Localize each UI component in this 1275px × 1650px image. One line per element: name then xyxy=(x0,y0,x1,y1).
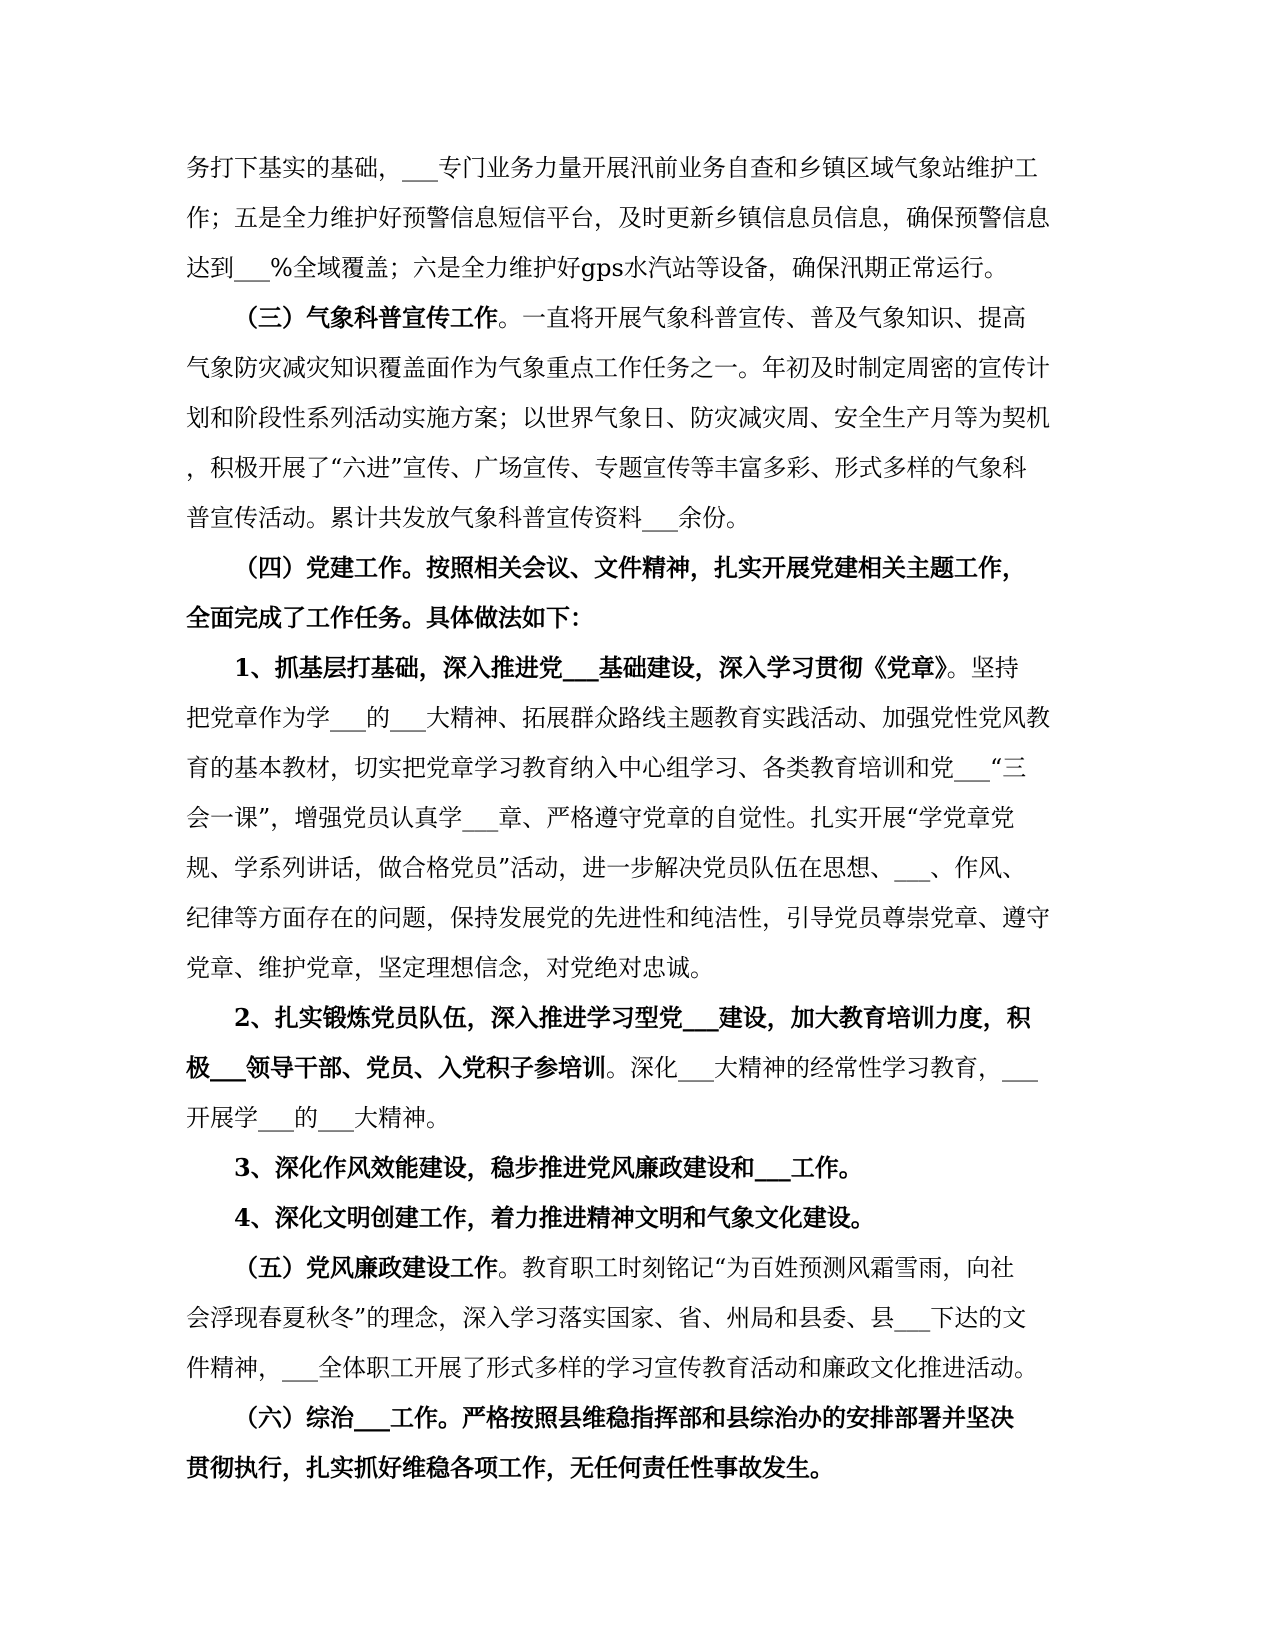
text-line xyxy=(186,243,1086,293)
item-1-heading-line xyxy=(186,643,1086,693)
document-body xyxy=(186,143,1086,1493)
line-text: 划和阶段性系列活动实施方案；以世界气象日、防灾减灾周、安全生产月等为契机 xyxy=(186,404,1050,432)
text-line xyxy=(186,443,1086,493)
text-line xyxy=(186,193,1086,243)
line-text: 把党章作为学___的___大精神、拓展群众路线主题教育实践活动、加强党性党风教 xyxy=(186,704,1050,732)
text-line xyxy=(186,943,1086,993)
item-heading: 3、深化作风效能建设，稳步推进党风廉政建设和___工作。 xyxy=(234,1153,863,1182)
bold-text: 贯彻执行，扎实抓好维稳各项工作，无任何责任性事故发生。 xyxy=(186,1453,834,1482)
text-line xyxy=(186,143,1086,193)
text-line xyxy=(186,743,1086,793)
text-line xyxy=(186,793,1086,843)
line-text: 务打下基实的基础，___专门业务力量开展汛前业务自查和乡镇区域气象站维护工 xyxy=(186,154,1038,182)
line-text: 规、学系列讲话，做合格党员”活动，进一步解决党员队伍在思想、___、作风、 xyxy=(186,854,1027,882)
section-5-heading-line xyxy=(186,1243,1086,1293)
item-3-heading-line xyxy=(186,1143,1086,1193)
text-line xyxy=(186,843,1086,893)
section-3-heading-line xyxy=(186,293,1086,343)
section-6-heading-line xyxy=(186,1393,1086,1443)
line-text: 纪律等方面存在的问题，保持发展党的先进性和纯洁性，引导党员尊崇党章、遵守 xyxy=(186,904,1050,932)
line-text: 。教育职工时刻铭记“为百姓预测风霜雪雨，向社 xyxy=(498,1254,1015,1282)
line-text: 。一直将开展气象科普宣传、普及气象知识、提高 xyxy=(498,304,1026,332)
line-text: 件精神，___全体职工开展了形式多样的学习宣传教育活动和廉政文化推进活动。 xyxy=(186,1354,1038,1382)
line-text: 育的基本教材，切实把党章学习教育纳入中心组学习、各类教育培训和党___“三 xyxy=(186,754,1027,782)
text-line xyxy=(186,1043,1086,1093)
line-text: 党章、维护党章，坚定理想信念，对党绝对忠诚。 xyxy=(186,954,714,982)
text-line xyxy=(186,1343,1086,1393)
text-line xyxy=(186,1093,1086,1143)
section-heading: （五）党风廉政建设工作 xyxy=(234,1253,498,1282)
item-heading: 2、扎实锻炼党员队伍，深入推进学习型党___建设，加大教育培训力度，积 xyxy=(234,1003,1031,1032)
bold-text: 极___领导干部、党员、入党积子参培训 xyxy=(186,1053,606,1082)
line-text: 作；五是全力维护好预警信息短信平台，及时更新乡镇信息员信息，确保预警信息 xyxy=(186,204,1050,232)
line-text: 气象防灾减灾知识覆盖面作为气象重点工作任务之一。年初及时制定周密的宣传计 xyxy=(186,354,1050,382)
section-heading: （三）气象科普宣传工作 xyxy=(234,303,498,332)
item-2-heading-line xyxy=(186,993,1086,1043)
text-line xyxy=(186,893,1086,943)
item-heading: 1、抓基层打基础，深入推进党___基础建设，深入学习贯彻《党章》 xyxy=(234,653,947,682)
text-line xyxy=(186,1293,1086,1343)
section-heading: （四）党建工作。按照相关会议、文件精神，扎实开展党建相关主题工作， xyxy=(234,553,1026,582)
line-text: 开展学___的___大精神。 xyxy=(186,1104,450,1132)
line-text: 。坚持 xyxy=(946,654,1019,682)
item-4-heading-line xyxy=(186,1193,1086,1243)
section-4-heading-line xyxy=(186,543,1086,593)
text-line xyxy=(186,593,1086,643)
line-text: 普宣传活动。累计共发放气象科普宣传资料___余份。 xyxy=(186,504,750,532)
text-line xyxy=(186,493,1086,543)
line-text: 会一课”，增强党员认真学___章、严格遵守党章的自觉性。扎实开展“学党章党 xyxy=(186,804,1015,832)
text-line xyxy=(186,1443,1086,1493)
line-text: 会浮现春夏秋冬”的理念，深入学习落实国家、省、州局和县委、县___下达的文 xyxy=(186,1304,1027,1332)
text-line xyxy=(186,693,1086,743)
line-text: 达到___%全域覆盖；六是全力维护好gps水汽站等设备，确保汛期正常运行。 xyxy=(186,254,1008,282)
text-line xyxy=(186,343,1086,393)
text-line xyxy=(186,393,1086,443)
section-heading: （六）综治___工作。严格按照县维稳指挥部和县综治办的安排部署并坚决 xyxy=(234,1403,1014,1432)
item-heading: 4、深化文明创建工作，着力推进精神文明和气象文化建设。 xyxy=(234,1203,875,1232)
bold-text: 全面完成了工作任务。具体做法如下： xyxy=(186,603,594,632)
line-text: 。深化___大精神的经常性学习教育，___ xyxy=(606,1054,1038,1082)
line-text: ，积极开展了“六进”宣传、广场宣传、专题宣传等丰富多彩、形式多样的气象科 xyxy=(186,454,1027,482)
